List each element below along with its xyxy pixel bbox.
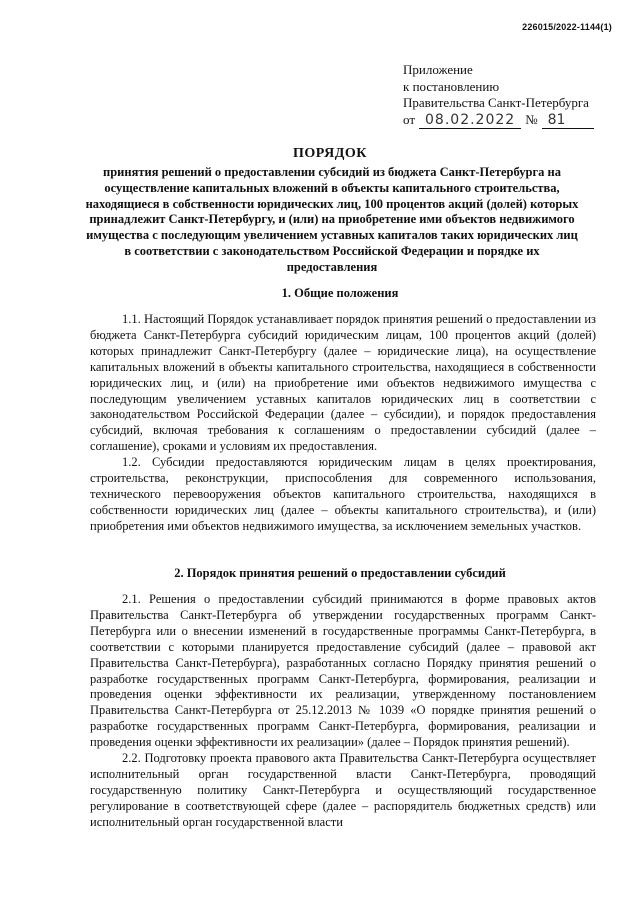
document-number: 226015/2022-1144(1) [522, 22, 612, 32]
appendix-line-1: Приложение [403, 62, 473, 77]
number-prefix: № [525, 111, 538, 127]
appendix-line-3: Правительства Санкт-Петербурга [403, 95, 589, 110]
section-2-heading: 2. Порядок принятия решений о предоставлении субсидий [174, 566, 506, 580]
handwritten-date: 08.02.2022 [419, 113, 521, 129]
appendix-date-line [403, 112, 613, 129]
paragraph-1-1: 1.1. Настоящий Порядок устанавливает порядок принятия решений о предоставлении из бюджета Санкт-Петербурга субсидий юридическим лицам, 100 процентов акций (долей) которых принадлежит Санкт-Петербургу (далее – юридические лица), на осуществление капитальных вложений в объекты капитального строительства, находящиеся в собственности юридических лиц, и (или) на приобретение ими объектов недвижимого имущества с последующим увеличением уставных капиталов юридических лиц в соответствии с законодательством Российской Федерации (далее – субсидии), и порядок предоставления субсидий, включая требования к соглашениям о предоставлении субсидий (далее – соглашение), сроками и условиям их предоставления. [90, 312, 596, 454]
section-1-heading: 1. Общие положения [281, 286, 399, 300]
appendix-line-2: к постановлению [403, 78, 500, 94]
paragraph-2-1: 2.1. Решения о предоставлении субсидий принимаются в форме правовых актов Правительства Санкт-Петербурга об утверждении государственных программ Санкт-Петербурга или о внесении изменений в государственные программы Санкт-Петербурга, в соответствии с которыми планируется предоставление субсидий (далее – правовой акт Правительства Санкт-Петербурга), разработанных согласно Порядку принятия решений о разработке государственных программ Санкт-Петербурга, формирования, реализации и проведения оценки эффективности их реализации, утвержденному постановлением Правительства Санкт-Петербурга от 25.12.2013 № 1039 «О порядке принятия решений о разработке государственных программ Санкт-Петербурга, формирования, реализации и проведения оценки эффективности их реализации» (далее – Порядок принятия решений). [90, 592, 596, 750]
date-prefix: от [403, 111, 416, 127]
appendix-block [403, 62, 613, 129]
paragraph-2-2: 2.2. Подготовку проекта правового акта Правительства Санкт-Петербурга осуществляет исполнительный орган государственной власти Санкт-Петербурга, проводящий государственную политику Санкт-Петербурга и осуществляющий государственное регулирование в соответствующей сфере (далее – распорядитель бюджетных средств) или исполнительный орган государственной власти [90, 751, 596, 829]
document-subtitle: принятия решений о предоставлении субсидий из бюджета Санкт-Петербурга на осуществление капитальных вложений в объекты капитального строительства, находящиеся в собственности юридических лиц, 100 процентов акций (долей) которых принадлежит Санкт-Петербургу, и (или) на приобретение ими объектов недвижимого имущества с последующим увеличением уставных капиталов таких юридических лиц в соответствии с законодательством Российской Федерации и порядке их предоставления [85, 165, 579, 274]
paragraph-1-2: 1.2. Субсидии предоставляются юридическим лицам в целях проектирования, строительства, реконструкции, приспособления для современного использования, технического перевооружения объектов капитального строительства, находящихся в собственности юридических лиц (далее – объекты капитального строительства), и (или) приобретения ими объектов недвижимого имущества, за исключением земельных участков. [90, 455, 596, 533]
handwritten-number: 81 [542, 113, 594, 129]
section-2-body [90, 592, 596, 831]
section-1-body [90, 312, 596, 535]
document-title: ПОРЯДОК [293, 146, 367, 161]
